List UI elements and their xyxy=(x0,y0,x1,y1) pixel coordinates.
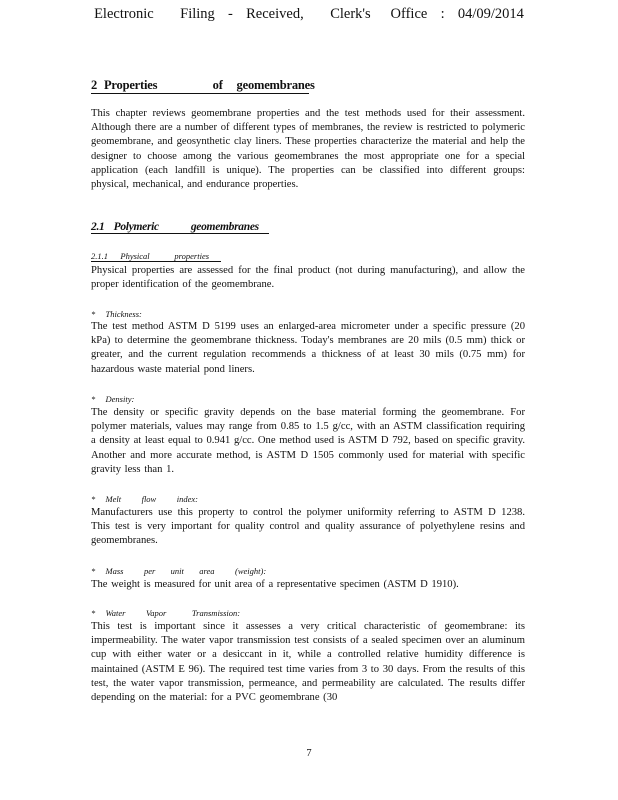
physical-properties-paragraph: Physical properties are assessed for the final product (not during manufacturing), and allow the proper identification of the geomembrane. xyxy=(91,265,525,291)
melt-flow-index-paragraph: Manufacturers use this property to control the polymer uniformity referring to ASTM D 1238. This test is very important for quality control and quality assurance of polyethylene resins and geomembranes. xyxy=(91,507,525,547)
chapter-title: 2 Properties of geomembranes xyxy=(91,78,315,92)
mass-per-unit-area-paragraph: The weight is measured for unit area of a representative specimen (ASTM D 1910). xyxy=(91,579,459,590)
thickness-label: * Thickness: xyxy=(91,309,142,319)
intro-paragraph: This chapter reviews geomembrane properties and the test methods used for their assessment. Although there are a number of different types of membranes, the review is restricted to polymeric geomembrane, and geosynthetic clay liners. These properties characterize the material and help the designer to choose among the various geomembranes the most appropriate one for a special application (each landfill is unique). The properties can be classified into different groups: physical, mechanical, and endurance properties. xyxy=(91,108,525,191)
filing-header: Electronic Filing - Received, Clerk's Office : 04/09/2014 xyxy=(94,6,524,22)
water-vapor-transmission-paragraph: This test is important since it assesses a very critical characteristic of geomembrane: its impermeability. The water vapor transmission test consists of a sealed specimen over an aluminum cup with either water or a desiccant in it, while a controlled relative humidity difference is maintained (ASTM E 96). The required test time varies from 3 to 30 days. From the results of this test, the water vapor transmission, permeance, and permeability are calculated. The results differ depending on the material: for a PVC geomembrane (30 xyxy=(91,621,525,704)
section-title: 2.1 Polymeric geomembranes xyxy=(91,221,269,234)
page-number: 7 xyxy=(306,748,312,759)
mass-per-unit-area-label: * Mass per unit area (weight): xyxy=(91,566,267,576)
density-label: * Density: xyxy=(91,394,135,404)
water-vapor-transmission-label: * Water Vapor Transmission: xyxy=(91,608,241,618)
subsection-title: 2.1.1 Physical properties xyxy=(91,251,221,262)
melt-flow-index-label: * Melt flow index: xyxy=(91,494,198,504)
thickness-paragraph: The test method ASTM D 5199 uses an enlarged-area micrometer under a specific pressure (20 kPa) to determine the geomembrane thickness. Today's membranes are 20 mils (0.5 mm) thick or greater, and the current regulation recommends a thickness of at least 30 mils (0.75 mm) for hazardous waste material pond liners. xyxy=(91,321,525,375)
density-paragraph: The density or specific gravity depends on the base material forming the geomembrane. For polymer materials, values may range from 0.85 to 1.5 g/cc, with an ASTM classification requiring a density at least equal to 0.941 g/cc. One method used is ASTM D 792, based on specific gravity. Another and more accurate method, is ASTM D 1505 commonly used for material with specific gravity less than 1. xyxy=(91,407,525,475)
